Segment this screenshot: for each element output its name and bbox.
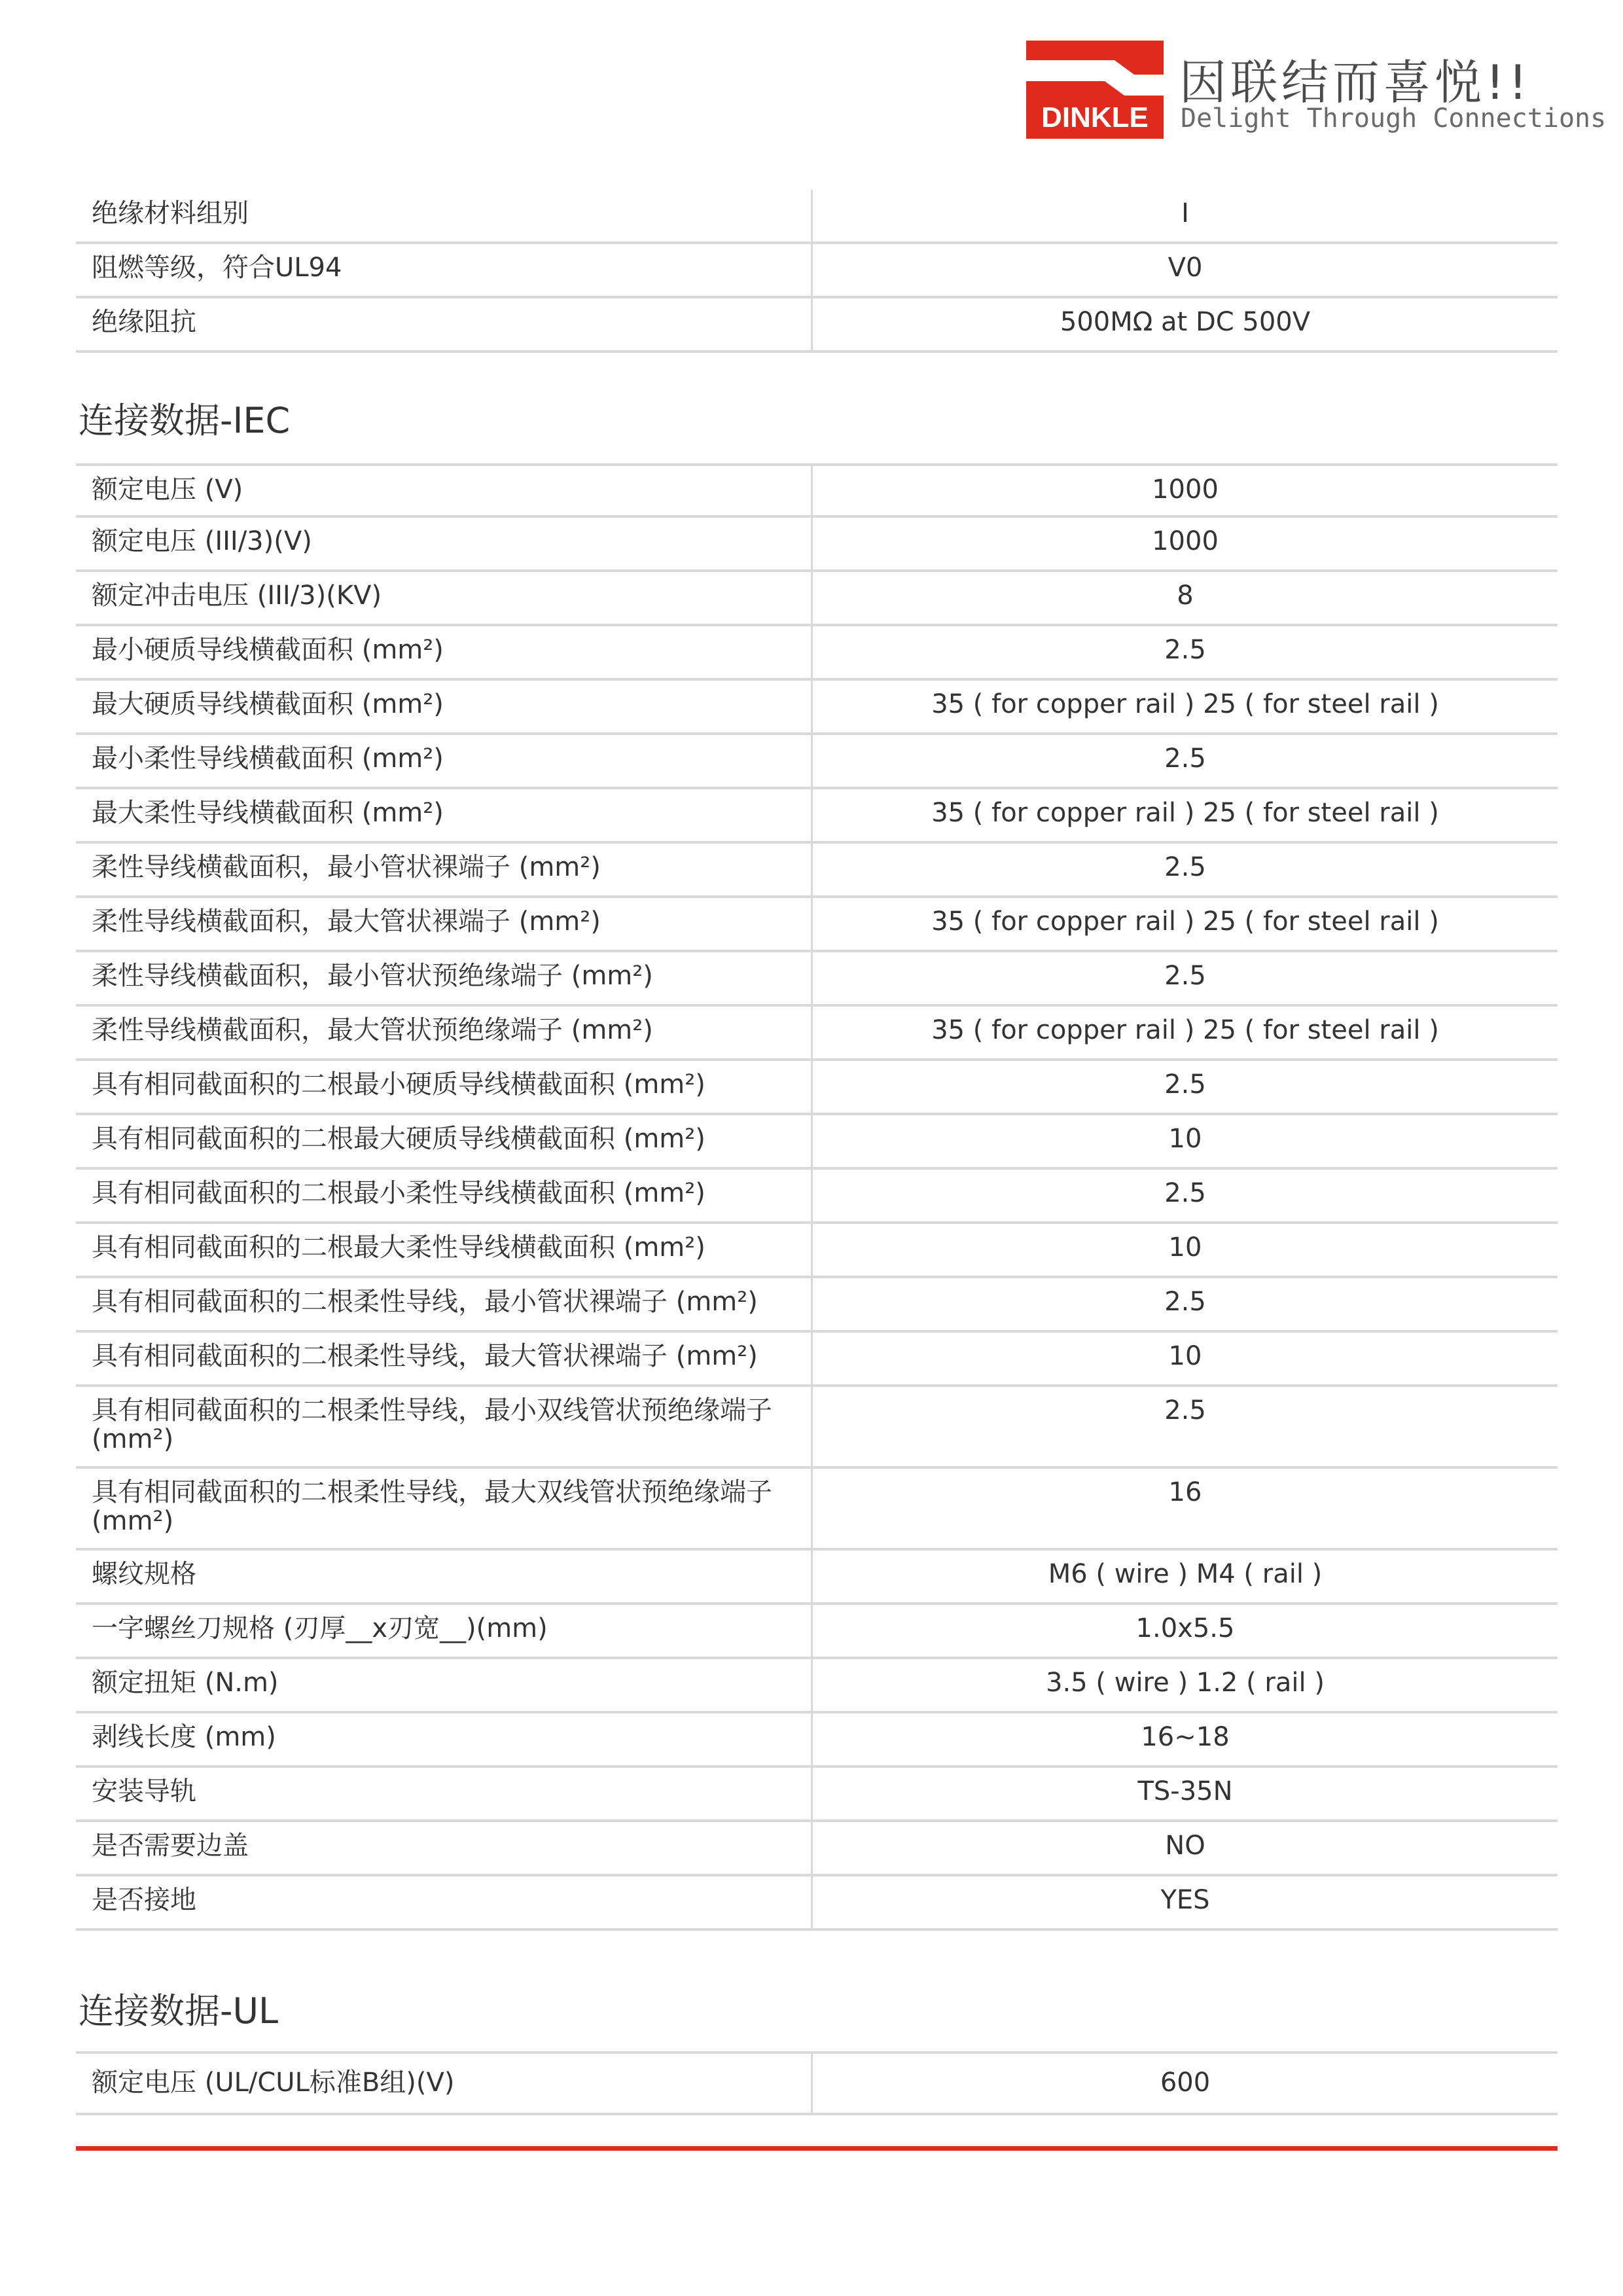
row-value: 1.0x5.5	[1135, 1613, 1235, 1643]
table-row	[76, 952, 1558, 1007]
logo-text: DINKLE	[1041, 101, 1149, 134]
table-row	[76, 244, 1558, 298]
table-row	[76, 463, 1558, 518]
row-value: TS-35N	[1137, 1776, 1233, 1806]
row-label: 螺纹规格	[76, 1551, 813, 1602]
table-row	[76, 572, 1558, 626]
row-value: 35 ( for copper rail ) 25 ( for steel rail )	[931, 906, 1439, 937]
table-row	[76, 626, 1558, 681]
row-label: 具有相同截面积的二根最小硬质导线横截面积 (mm²)	[76, 1061, 813, 1113]
row-value: 2.5	[1164, 852, 1206, 882]
row-value: 2.5	[1164, 635, 1206, 665]
row-label: 具有相同截面积的二根最小柔性导线横截面积 (mm²)	[76, 1170, 813, 1221]
row-label: 具有相同截面积的二根柔性导线，最大双线管状预绝缘端子 (mm²)	[76, 1469, 813, 1548]
row-label: 剥线长度 (mm)	[76, 1713, 813, 1765]
row-label: 具有相同截面积的二根柔性导线，最小管状裸端子 (mm²)	[76, 1278, 813, 1330]
table-row	[76, 1876, 1558, 1931]
row-value: 500MΩ at DC 500V	[1060, 307, 1311, 337]
table-row	[76, 1469, 1558, 1551]
row-label: 具有相同截面积的二根最大柔性导线横截面积 (mm²)	[76, 1224, 813, 1276]
row-label: 柔性导线横截面积，最大管状裸端子 (mm²)	[76, 898, 813, 950]
row-value: 8	[1177, 581, 1194, 611]
table-row	[76, 1551, 1558, 1605]
row-value: 35 ( for copper rail ) 25 ( for steel rail )	[931, 689, 1439, 719]
row-value: 35 ( for copper rail ) 25 ( for steel rail )	[931, 798, 1439, 828]
table-row	[76, 298, 1558, 353]
row-value: 2.5	[1164, 1178, 1206, 1208]
slogan-english: Delight Through Connections	[1181, 103, 1607, 134]
table-row	[76, 1170, 1558, 1224]
row-value: 35 ( for copper rail ) 25 ( for steel rail )	[931, 1015, 1439, 1045]
insulation-properties-table	[76, 190, 1558, 353]
table-row	[76, 1007, 1558, 1061]
footer-divider	[76, 2146, 1558, 2151]
row-label: 是否需要边盖	[76, 1822, 813, 1874]
row-label: 是否接地	[76, 1876, 813, 1928]
row-value: YES	[1160, 1885, 1210, 1915]
row-label: 具有相同截面积的二根柔性导线，最小双线管状预绝缘端子 (mm²)	[76, 1387, 813, 1466]
table-row	[76, 1224, 1558, 1278]
table-row	[76, 1061, 1558, 1115]
section-title-ul: 连接数据-UL	[79, 1990, 279, 2032]
row-value: 10	[1168, 1124, 1202, 1154]
table-row	[76, 1659, 1558, 1713]
table-row	[76, 1605, 1558, 1659]
row-label: 额定电压 (V)	[76, 466, 813, 515]
dinkle-logo	[1026, 41, 1164, 139]
row-value: 16~18	[1141, 1722, 1230, 1752]
row-value: V0	[1168, 253, 1203, 283]
row-value: 1000	[1152, 475, 1219, 505]
table-row	[76, 735, 1558, 789]
ul-connection-table	[76, 2051, 1558, 2115]
row-label: 柔性导线横截面积，最小管状裸端子 (mm²)	[76, 844, 813, 895]
section-title-iec: 连接数据-IEC	[79, 400, 291, 441]
row-value: 10	[1168, 1341, 1202, 1371]
row-value: 10	[1168, 1232, 1202, 1263]
row-label: 额定扭矩 (N.m)	[76, 1659, 813, 1711]
row-label: 阻燃等级，符合UL94	[76, 244, 813, 296]
table-row	[76, 1333, 1558, 1387]
table-row	[76, 1115, 1558, 1170]
table-row	[76, 789, 1558, 844]
row-value: NO	[1165, 1831, 1205, 1861]
row-value: 2.5	[1164, 1287, 1206, 1317]
row-value: 2.5	[1164, 1069, 1206, 1100]
iec-connection-table	[76, 463, 1558, 1931]
table-row	[76, 190, 1558, 244]
row-value: M6 ( wire ) M4 ( rail )	[1048, 1559, 1323, 1589]
table-row	[76, 2051, 1558, 2115]
table-row	[76, 681, 1558, 735]
table-row	[76, 1278, 1558, 1333]
table-row	[76, 1822, 1558, 1876]
table-row	[76, 1713, 1558, 1768]
row-label: 最大硬质导线横截面积 (mm²)	[76, 681, 813, 732]
brand-header	[1026, 41, 1607, 145]
row-label: 绝缘材料组别	[76, 190, 813, 242]
slogan-chinese: 因联结而喜悦!!	[1179, 55, 1531, 110]
row-label: 额定电压 (UL/CUL标准B组)(V)	[76, 2054, 813, 2113]
row-label: 额定电压 (III/3)(V)	[76, 518, 813, 569]
row-label: 柔性导线横截面积，最大管状预绝缘端子 (mm²)	[76, 1007, 813, 1058]
table-row	[76, 844, 1558, 898]
row-value: 2.5	[1164, 1395, 1206, 1426]
row-value: 3.5 ( wire ) 1.2 ( rail )	[1046, 1668, 1325, 1698]
row-label: 安装导轨	[76, 1768, 813, 1820]
table-row	[76, 898, 1558, 952]
row-value: 1000	[1152, 526, 1219, 556]
row-value: 2.5	[1164, 744, 1206, 774]
row-label: 最小硬质导线横截面积 (mm²)	[76, 626, 813, 678]
row-label: 最大柔性导线横截面积 (mm²)	[76, 789, 813, 841]
row-value: 2.5	[1164, 961, 1206, 991]
row-label: 绝缘阻抗	[76, 298, 813, 350]
row-label: 最小柔性导线横截面积 (mm²)	[76, 735, 813, 787]
table-row	[76, 518, 1558, 572]
row-label: 额定冲击电压 (III/3)(KV)	[76, 572, 813, 624]
table-row	[76, 1768, 1558, 1822]
row-label: 具有相同截面积的二根柔性导线，最大管状裸端子 (mm²)	[76, 1333, 813, 1384]
row-value: 600	[1160, 2068, 1211, 2098]
row-label: 一字螺丝刀规格 (刃厚__x刃宽__)(mm)	[76, 1605, 813, 1657]
row-value: I	[1181, 198, 1189, 228]
row-label: 柔性导线横截面积，最小管状预绝缘端子 (mm²)	[76, 952, 813, 1004]
table-row	[76, 1387, 1558, 1469]
row-label: 具有相同截面积的二根最大硬质导线横截面积 (mm²)	[76, 1115, 813, 1167]
row-value: 16	[1168, 1477, 1202, 1507]
